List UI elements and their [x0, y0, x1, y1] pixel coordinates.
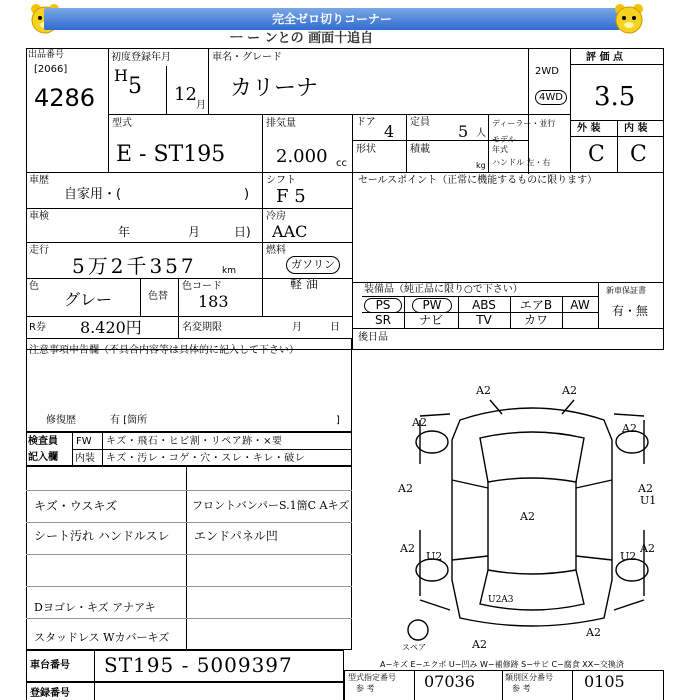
svg-text:A2: A2: [472, 638, 487, 651]
inspection-label: 車検: [29, 211, 49, 222]
equipment-aw: AW: [570, 298, 590, 312]
sales-point-label: セールスポイント（正常に機能するものに限ります）: [358, 175, 598, 186]
grade-interior: C: [630, 142, 647, 167]
svg-text:A2: A2: [638, 482, 653, 495]
mileage-value: 5万2千357: [72, 254, 197, 278]
recycle-label: R券: [29, 322, 46, 333]
lot-number: 4286: [34, 84, 96, 112]
name-change-day: 日: [330, 322, 340, 333]
drive-2wd: 2WD: [535, 66, 559, 77]
doors-value: 4: [384, 122, 395, 141]
svg-text:A2: A2: [520, 510, 535, 523]
equipment-ps: PS: [364, 298, 402, 313]
capacity-unit: 人: [476, 128, 486, 139]
grade-exterior: C: [588, 142, 605, 167]
equipment-navi: ナビ: [418, 313, 443, 327]
svg-text:A2: A2: [640, 542, 655, 555]
inspection-year-unit: 年: [118, 225, 131, 239]
color-label: 色: [29, 281, 39, 292]
equipment-pw: PW: [412, 298, 452, 313]
dealer-l2: モデル: [492, 135, 516, 144]
remark-2a: シート汚れ ハンドルスレ: [34, 529, 170, 543]
type-label: 型式: [112, 118, 132, 129]
name-change-label: 名変期限: [182, 322, 222, 333]
auction-value-2: 0105: [584, 672, 625, 691]
inspector-int-items: キズ・汚レ・コゲ・穴・スレ・キレ・破レ: [106, 453, 306, 464]
shift-label: シフト: [266, 175, 296, 186]
equipment-abs: ABS: [472, 298, 496, 312]
equipment-warranty-label: 新車保証書: [606, 286, 646, 295]
svg-text:A2: A2: [398, 482, 413, 495]
repair-label: 修復歴: [46, 415, 76, 426]
lot-code: [2066]: [34, 64, 68, 75]
svg-text:A2: A2: [562, 384, 577, 397]
registration-month-unit: 月: [196, 100, 206, 111]
equipment-sr: SR: [375, 313, 391, 327]
notes-label: 注意事項申告欄（不具合内容等は具体的に記入して下さい）: [29, 345, 299, 356]
equipment-airbag: エアB: [519, 298, 553, 312]
shift-value: F 5: [276, 186, 306, 207]
auction-label-1: 型式指定番号: [348, 673, 396, 682]
svg-text:A2: A2: [400, 542, 415, 555]
chassis-label: 車台番号: [30, 660, 70, 671]
banner-title: 完全ゼロ切りコーナー: [44, 8, 620, 30]
svg-text:U2A3: U2A3: [488, 595, 514, 605]
svg-text:U2: U2: [620, 550, 637, 563]
grade-interior-label: 内 装: [624, 123, 648, 134]
grade-value: 3.5: [594, 82, 636, 112]
header-partial-title: ㅡ ー ンとの 画面十追自: [230, 31, 374, 46]
registration-month: 12: [174, 84, 197, 105]
equipment-tv: TV: [476, 313, 492, 327]
damage-marks: [397, 384, 656, 651]
displacement-label: 排気量: [266, 118, 296, 129]
mascot-right-icon: [612, 2, 646, 36]
repair-value: 有 [箇所: [110, 415, 148, 426]
remark-4: スタッドレス Wカバーキズ: [34, 631, 170, 644]
chassis-value: ST195 - 5009397: [104, 653, 293, 677]
remark-1a: キズ・ウスキズ: [34, 499, 118, 513]
fuel-label: 燃料: [266, 245, 286, 256]
svg-text:A2: A2: [476, 384, 491, 397]
subcolor-label: 色替: [148, 291, 168, 302]
legend-text: A−キズ E−エクボ U−凹み W−補修跡 S−サビ C−腐食 XX−交換済: [380, 660, 624, 669]
auction-label-2: 類別区分番号: [505, 673, 553, 682]
color-code: 183: [198, 292, 229, 311]
svg-text:U2: U2: [426, 550, 443, 563]
svg-text:U1: U1: [640, 494, 657, 507]
aircon-label: 冷房: [266, 211, 286, 222]
inspector-fw-label: FW: [76, 436, 92, 447]
inspector-int-label: 内装: [75, 453, 95, 464]
fuel-alt: 軽 油: [290, 277, 318, 291]
history-close: ): [244, 187, 250, 202]
history-label: 車歴: [29, 175, 49, 186]
equipment-leather: カワ: [523, 313, 548, 327]
dealer-l1: ディーラー・並行: [492, 119, 556, 128]
history-value: 自家用・(: [64, 187, 122, 202]
drive-4wd: 4WD: [535, 90, 567, 105]
equipment-warranty-value: 有・無: [612, 304, 649, 318]
dealer-l4: ハンドル 左・右: [492, 158, 551, 167]
svg-text:A2: A2: [622, 422, 637, 435]
model-name-label: 車名・グレード: [212, 52, 282, 63]
grade-exterior-label: 外 装: [577, 123, 601, 134]
inspector-fw-items: キズ・飛石・ヒビ割・リペア跡・×要: [106, 436, 283, 447]
remark-1b: フロントバンパーS.1箇C Aキズ: [192, 499, 350, 512]
color-code-label: 色コード: [182, 281, 222, 292]
mileage-label: 走行: [29, 245, 49, 256]
svg-text:A2: A2: [586, 626, 601, 639]
doors-label: ドア: [356, 117, 376, 128]
registration-year: 5: [128, 74, 142, 99]
model-name-value: カリーナ: [230, 76, 319, 101]
equipment-label: 装備品（純正品に限り○で下さい）: [364, 284, 523, 295]
lot-site-label: 出品番号: [28, 50, 65, 60]
capacity-label: 定員: [410, 117, 430, 128]
shape-label: 形状: [356, 144, 376, 155]
remarks-frame: [26, 466, 352, 650]
repair-close: ]: [336, 415, 340, 426]
svg-text:A2: A2: [412, 416, 427, 429]
reg-row: [26, 682, 344, 700]
inspector-label-1: 検査員: [28, 436, 58, 447]
auction-value-1: 07036: [424, 672, 475, 691]
fuel-value: ガソリン: [286, 256, 340, 274]
remark-3: Dヨゴレ・キズ アナアキ: [34, 601, 156, 614]
mileage-unit: km: [222, 266, 236, 276]
displacement-value: 2.000: [276, 146, 328, 167]
remark-2b: エンドパネル凹: [194, 529, 278, 543]
capacity-value: 5: [458, 122, 469, 141]
inspector-label-2: 記入欄: [28, 452, 58, 463]
spare-label: スペア: [402, 643, 426, 652]
load-unit: kg: [476, 161, 486, 170]
inspection-month-unit: 月: [188, 225, 201, 239]
inspection-day-unit: 日): [234, 225, 251, 239]
registration-label: 初度登録年月: [111, 52, 171, 63]
auction-label-2b: 参 考: [512, 684, 531, 693]
load-label: 積載: [410, 144, 430, 155]
color-value: グレー: [64, 290, 113, 309]
type-value: E - ST195: [116, 142, 226, 167]
later-label: 後日品: [358, 332, 388, 343]
dealer-l3: 年式: [492, 145, 508, 154]
displacement-unit: cc: [336, 158, 347, 169]
wheel-front-left: [416, 431, 448, 453]
name-change-month: 月: [292, 322, 302, 333]
auction-label-1b: 参 考: [356, 684, 375, 693]
registration-era: H: [114, 66, 128, 85]
car-damage-diagram: [390, 380, 680, 652]
aircon-value: AAC: [272, 222, 308, 241]
recycle-value: 8.420円: [80, 318, 142, 337]
grade-label: 評 価 点: [586, 52, 623, 63]
reg-label: 登録番号: [30, 688, 70, 699]
